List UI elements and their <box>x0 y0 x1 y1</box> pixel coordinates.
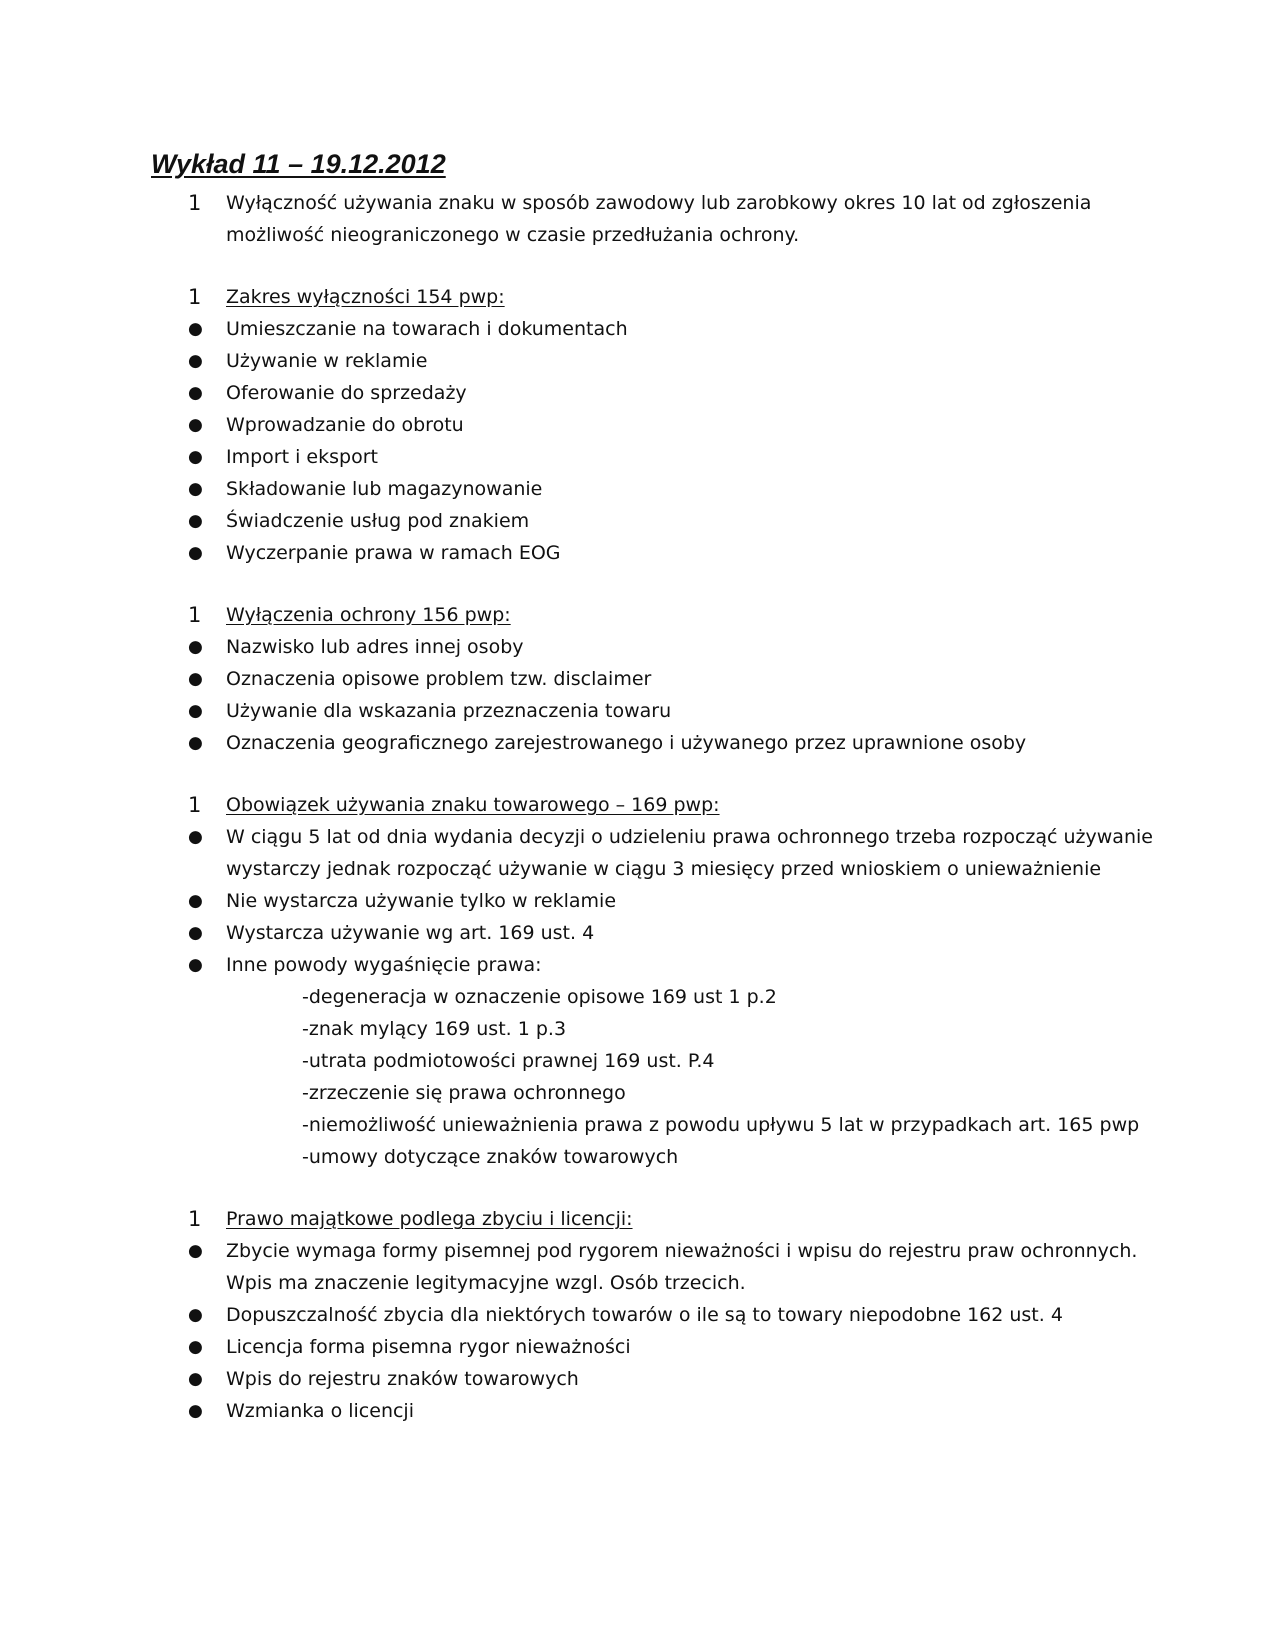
number-marker: 1 <box>188 191 202 215</box>
list-item <box>188 663 1188 695</box>
list-item <box>188 1235 1188 1299</box>
section-heading <box>188 281 1188 313</box>
list-item-text: Wzmianka o licencji <box>226 1400 414 1422</box>
bullet-icon: ● <box>188 923 203 943</box>
number-marker: 1 <box>188 793 202 817</box>
bullet-icon: ● <box>188 319 203 339</box>
list-item-text: W ciągu 5 lat od dnia wydania decyzji o udzieleniu prawa ochronnego trzeba rozpocząć używanie wystarczy jednak rozpocząć używanie w ciągu 3 miesięcy przed wnioskiem o unieważnienie <box>226 826 1153 880</box>
bullet-icon: ● <box>188 1369 203 1389</box>
section-heading <box>188 187 1188 251</box>
list-item <box>188 727 1188 759</box>
bullet-icon: ● <box>188 891 203 911</box>
bullet-icon: ● <box>188 637 203 657</box>
list-item <box>188 409 1188 441</box>
section-heading <box>188 789 1188 821</box>
list-item <box>188 885 1188 917</box>
bullet-icon: ● <box>188 955 203 975</box>
bullet-icon: ● <box>188 733 203 753</box>
bullet-icon: ● <box>188 1305 203 1325</box>
bullet-icon: ● <box>188 1401 203 1421</box>
heading-text: Obowiązek używania znaku towarowego – 169 pwp: <box>226 794 720 816</box>
heading-text: Wyłączenia ochrony 156 pwp: <box>226 604 511 626</box>
list-item-text: Import i eksport <box>226 446 378 468</box>
list-item <box>188 917 1188 949</box>
list-item <box>188 441 1188 473</box>
list-item-text: Dopuszczalność zbycia dla niektórych towarów o ile są to towary niepodobne 162 ust. 4 <box>226 1304 1063 1326</box>
list-item <box>188 345 1188 377</box>
list-item-text: Wystarcza używanie wg art. 169 ust. 4 <box>226 922 595 944</box>
bullet-icon: ● <box>188 1337 203 1357</box>
number-marker: 1 <box>188 603 202 627</box>
section-exclusions <box>188 599 1188 759</box>
list-item <box>188 505 1188 537</box>
list-item-text: Składowanie lub magazynowanie <box>226 478 543 500</box>
bullet-icon: ● <box>188 1241 203 1261</box>
list-item <box>188 695 1188 727</box>
list-item-text: Wyczerpanie prawa w ramach EOG <box>226 542 561 564</box>
list-item-text: Umieszczanie na towarach i dokumentach <box>226 318 628 340</box>
heading-text: Prawo majątkowe podlega zbyciu i licencji: <box>226 1208 633 1230</box>
notes-content <box>188 187 1188 1457</box>
list-item-text: Zbycie wymaga formy pisemnej pod rygorem nieważności i wpisu do rejestru praw ochronnych. Wpis ma znaczenie legitymacyjne wzgl. Osób trzecich. <box>226 1240 1138 1294</box>
page-title: Wykład 11 – 19.12.2012 <box>151 149 446 179</box>
sub-list-item: -znak mylący 169 ust. 1 p.3 <box>302 1018 567 1040</box>
bullet-icon: ● <box>188 447 203 467</box>
list-item-text: Nie wystarcza używanie tylko w reklamie <box>226 890 617 912</box>
list-item <box>188 1363 1188 1395</box>
list-item-text: Używanie w reklamie <box>226 350 428 372</box>
list-item-text: Używanie dla wskazania przeznaczenia towaru <box>226 700 672 722</box>
sub-list-item: -niemożliwość unieważnienia prawa z powodu upływu 5 lat w przypadkach art. 165 pwp <box>302 1114 1140 1136</box>
section-property-rights <box>188 1203 1188 1427</box>
bullet-icon: ● <box>188 669 203 689</box>
section-heading <box>188 599 1188 631</box>
list-item <box>188 537 1188 569</box>
list-item-text: Licencja forma pisemna rygor nieważności <box>226 1336 631 1358</box>
bullet-icon: ● <box>188 479 203 499</box>
list-item-text: Nazwisko lub adres innej osoby <box>226 636 524 658</box>
list-item-text: Oznaczenia opisowe problem tzw. disclaimer <box>226 668 652 690</box>
bullet-icon: ● <box>188 543 203 563</box>
sub-list-item: -umowy dotyczące znaków towarowych <box>302 1146 679 1168</box>
section-scope <box>188 281 1188 569</box>
list-item <box>188 949 1188 981</box>
sub-list-item: -utrata podmiotowości prawnej 169 ust. P.4 <box>302 1050 715 1072</box>
bullet-icon: ● <box>188 511 203 531</box>
heading-text: Wyłączność używania znaku w sposób zawodowy lub zarobkowy okres 10 lat od zgłoszenia możliwość nieograniczonego w czasie przedłużania ochrony. <box>226 192 1092 246</box>
bullet-icon: ● <box>188 827 203 847</box>
list-item <box>188 1299 1188 1331</box>
list-item <box>188 1395 1188 1427</box>
list-item-text: Wpis do rejestru znaków towarowych <box>226 1368 579 1390</box>
section-use-obligation <box>188 789 1188 1173</box>
number-marker: 1 <box>188 285 202 309</box>
list-item <box>188 631 1188 663</box>
bullet-icon: ● <box>188 351 203 371</box>
list-item <box>188 1331 1188 1363</box>
list-item-text: Oferowanie do sprzedaży <box>226 382 467 404</box>
list-item-text: Inne powody wygaśnięcie prawa: <box>226 954 542 976</box>
sub-list-item: -zrzeczenie się prawa ochronnego <box>302 1082 626 1104</box>
list-item <box>188 313 1188 345</box>
bullet-icon: ● <box>188 415 203 435</box>
number-marker: 1 <box>188 1207 202 1231</box>
bullet-icon: ● <box>188 383 203 403</box>
expiry-reasons-list <box>188 981 1188 1173</box>
list-item <box>188 473 1188 505</box>
heading-text: Zakres wyłączności 154 pwp: <box>226 286 505 308</box>
sub-list-item: -degeneracja w oznaczenie opisowe 169 ust 1 p.2 <box>302 986 777 1008</box>
list-item-text: Wprowadzanie do obrotu <box>226 414 464 436</box>
list-item <box>188 821 1188 885</box>
section-heading <box>188 1203 1188 1235</box>
section-exclusivity <box>188 187 1188 251</box>
list-item <box>188 377 1188 409</box>
bullet-icon: ● <box>188 701 203 721</box>
list-item-text: Oznaczenia geograficznego zarejestrowanego i używanego przez uprawnione osoby <box>226 732 1027 754</box>
list-item-text: Świadczenie usług pod znakiem <box>226 510 530 532</box>
